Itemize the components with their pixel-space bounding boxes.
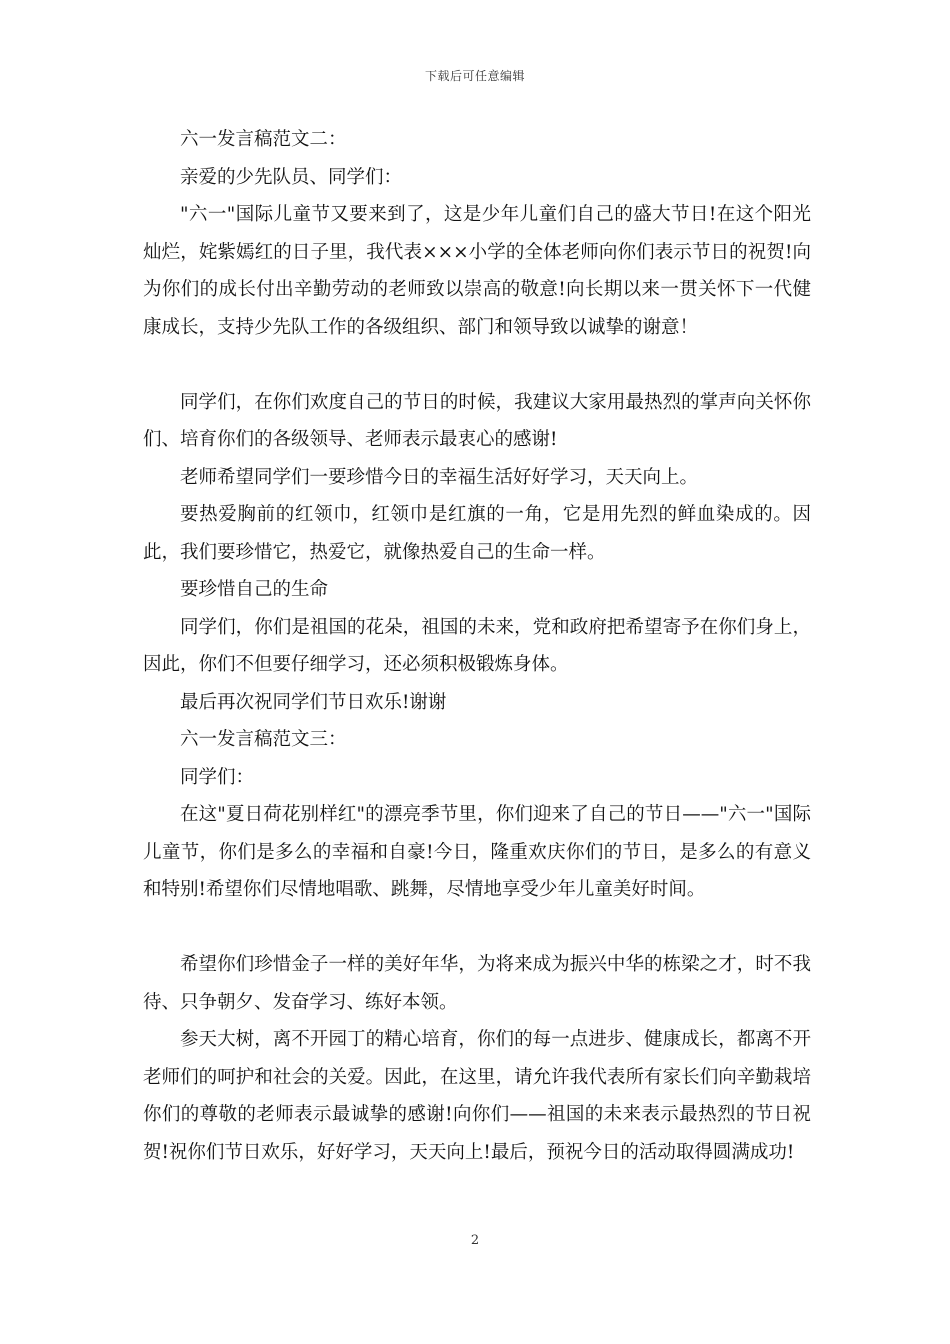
page-number: 2	[470, 1233, 480, 1248]
salutation: 同学们：	[180, 766, 255, 788]
paragraph: 要珍惜自己的生命	[180, 579, 329, 600]
paragraph: 老师希望同学们一要珍惜今日的幸福生活好好学习，天天向上。	[180, 466, 699, 488]
closing-line: 最后再次祝同学们节日欢乐!谢谢	[180, 691, 447, 713]
section-heading-3: 六一发言稿范文三：	[180, 729, 347, 750]
paragraph: 在这"夏日荷花别样红"的漂亮季节里，你们迎来了自己的节日——"六一"国际儿童节，你们是多么的幸福和自豪!今日，隆重欢庆你们的节日，是多么的有意义和特别!希望你们尽情地唱歌、跳舞，尽情地享受少年儿童美好时间。	[143, 804, 811, 900]
blank-line	[143, 909, 811, 947]
blank-line	[143, 346, 811, 384]
paragraph: 希望你们珍惜金子一样的美好年华，为将来成为振兴中华的栋梁之才，时不我待、只争朝夕、发奋学习、练好本领。	[143, 954, 811, 1013]
document-body	[143, 121, 811, 1171]
paragraph: 要热爱胸前的红领巾，红领巾是红旗的一角，它是用先烈的鲜血染成的。因此，我们要珍惜它，热爱它，就像热爱自己的生命一样。	[143, 504, 811, 563]
paragraph: 参天大树，离不开园丁的精心培育，你们的每一点进步、健康成长，都离不开老师们的呵护和社会的关爱。因此，在这里，请允许我代表所有家长们向辛勤栽培你们的尊敬的老师表示最诚挚的感谢!向你们——祖国的未来表示最热烈的节日祝贺!祝你们节日欢乐，好好学习，天天向上!最后，预祝今日的活动取得圆满成功!	[143, 1029, 811, 1163]
page-header: 下载后可任意编辑	[424, 69, 525, 83]
paragraph: "六一"国际儿童节又要来到了，这是少年儿童们自己的盛大节日!在这个阳光灿烂，姹紫嫣红的日子里，我代表×××小学的全体老师向你们表示节日的祝贺!向为你们的成长付出辛勤劳动的老师致以崇高的敬意!向长期以来一贯关怀下一代健康成长，支持少先队工作的各级组织、部门和领导致以诚挚的谢意！	[143, 204, 811, 338]
paragraph: 同学们，你们是祖国的花朵，祖国的未来，党和政府把希望寄予在你们身上，因此，你们不但要仔细学习，还必须积极锻炼身体。	[143, 616, 811, 675]
salutation: 亲爱的少先队员、同学们：	[180, 166, 403, 188]
section-heading-2: 六一发言稿范文二：	[180, 129, 347, 150]
paragraph: 同学们，在你们欢度自己的节日的时候，我建议大家用最热烈的掌声向关怀你们、培育你们的各级领导、老师表示最衷心的感谢!	[143, 391, 811, 450]
